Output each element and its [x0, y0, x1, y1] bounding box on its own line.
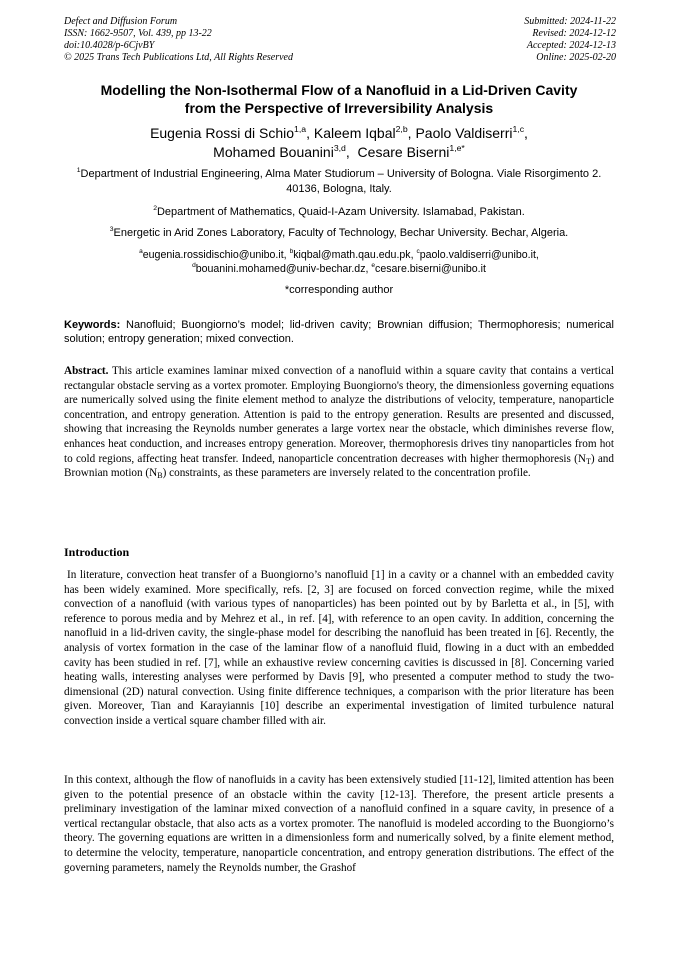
email-link[interactable]: bouanini.mohamed@univ-bechar.dz — [195, 263, 366, 275]
paper-title — [48, 81, 630, 117]
abstract-subscript: T — [585, 456, 591, 466]
abstract-text: ) and Brownian motion (N — [64, 452, 614, 480]
title-line-2: from the Perspective of Irreversibility Analysis — [184, 100, 494, 116]
abstract-subscript: B — [157, 471, 163, 481]
submitted-date: Submitted: 2024-11-22 — [524, 16, 616, 27]
author-name: Cesare Biserni — [357, 144, 450, 160]
email-sup: c — [416, 248, 420, 256]
author-sup: 2,b — [395, 123, 408, 134]
keywords-label: Keywords: — [64, 319, 121, 331]
abstract-label: Abstract. — [64, 365, 109, 377]
affiliation-text: Energetic in Arid Zones Laboratory, Faculty of Technology, Bechar University. Bechar, Algeria. — [113, 227, 569, 239]
paragraph-text: In this context, although the flow of nanofluids in a cavity has been extensively studied [11-12], limited attention has been given to the potential presence of an obstacle within the cavity [12-13]. Therefore, the present article presents a preliminary investigation of the laminar mixed convection of a nanofluid confined in a square cavity, in presence of a vertical rectangular obstacle, that also acts as a vortex promoter. The nanofluid is modeled according to the Buongiorno’s theory. The governing equations are written in a dimensionless form and numerically solved, by a finite element method, to determine the velocity, temperature, nanoparticle concentration, and entropy generation distributions. The effect of the governing parameters, namely the Reynolds number, the Grashof — [64, 774, 614, 874]
email-line-2: $^d$bouanini.mohamed@univ-bechar.dz, $^e$cesare.biserni@unibo.it — [192, 262, 486, 275]
paragraph-text: In literature, convection heat transfer of a Buongiorno’s nanofluid [1] in a cavity or a channel with an embedded cavity has been widely examined. More specifically, refs. [2, 3] are focused on forced convection regime, while the mixed convection of a nanofluid (with various types of nanoparticles) has been pointed out by by Barletta et al., in [5], with reference to porous media and by Mehrez et al., in ref. [4], with reference to an open cavity. In addition, concerning the nanofluid in a lid-driven cavity, the single-phase model for describing the nanofluid has been treated in [6]. Recently, the analysis of vortex formation in the case of the laminar flow of a nanofluid fluid, flowing in a duct with an embedded cavity has been studied in ref. [7], while an exhaustive review concerning cavities is discussed in [8]. Concerning varied heating walls, interesting analyses were performed by Davis [9], who presented a computer method to study the two-dimensional (2D) natural convection. Using finite difference techniques, a comparison with the prior literature has been given. Moreover, Tian and Karayiannis [10] describe an experimental investigation of limited turbulence natural convection inside a vertical square chamber filled with air. — [64, 569, 614, 727]
email-sup: d — [192, 262, 196, 270]
doi-line[interactable]: doi:10.4028/p-6CjvBY — [64, 40, 155, 51]
revised-date: Revised: 2024-12-12 — [532, 28, 616, 39]
author-name: Paolo Valdiserri — [415, 125, 513, 141]
affiliation-1 — [74, 167, 604, 197]
author-sup: 3,d — [333, 142, 346, 153]
author-name: Kaleem Iqbal — [313, 125, 396, 141]
affiliation-sup: 3 — [109, 226, 114, 234]
author-line-2: Mohamed Bouanini$^{3,d}$, Cesare Biserni$^{1,e*}$ — [213, 142, 465, 160]
accepted-date: Accepted: 2024-12-13 — [526, 40, 616, 51]
title-line-1: Modelling the Non-Isothermal Flow of a Nanofluid in a Lid-Driven Cavity — [100, 82, 578, 98]
copyright-line: © 2025 Trans Tech Publications Ltd, All Rights Reserved — [64, 52, 293, 63]
journal-name: Defect and Diffusion Forum — [64, 16, 178, 27]
affiliation-2 — [74, 205, 604, 220]
author-name: Eugenia Rossi di Schio — [150, 125, 295, 141]
author-list — [48, 124, 630, 162]
email-link[interactable]: kiqbal@math.qau.edu.pk — [293, 249, 411, 261]
email-sup: a — [139, 248, 143, 256]
affiliation-sup: 1 — [76, 167, 81, 175]
email-link[interactable]: paolo.valdiserri@unibo.it — [419, 249, 536, 261]
abstract-text: This article examines laminar mixed convection of a nanofluid within a square cavity that contains a vertical rectangular obstacle serving as a vortex promoter. Employing Buongiorno's theory, the dimensionless governing equations are numerically solved using the finite element method to analyze the distributions of velocity, temperature, nanoparticle concentration, and entropy generation. Attention is paid to the entropy generation. Results are presented and discussed, showing that increasing the Reynolds number generates a large vortex near the obstacle, which diminishes reverse flow, enhances heat conduction, and increases entropy generation. Moreover, thermophoresis drives tiny nanoparticles from hot to cold regions, affecting heat transfer. Indeed, nanoparticle concentration decreases with higher thermophoresis (N — [64, 365, 614, 465]
author-name: Mohamed Bouanini — [213, 144, 334, 160]
affiliation-text: Department of Industrial Engineering, Alma Mater Studiorum – University of Bologna. Viale Risorgimento 2. 40136, Bologna, Italy. — [80, 168, 602, 195]
issn-line: ISSN: 1662-9507, Vol. 439, pp 13-22 — [64, 28, 212, 39]
affiliation-sup: 2 — [153, 205, 157, 213]
author-sup: 1,c — [512, 123, 525, 134]
keywords-text: Nanofluid; Buongiorno’s model; lid-driven cavity; Brownian diffusion; Thermophoresis; numerical solution; entropy generation; mixed convection. — [64, 319, 614, 345]
corresponding-author-note: *corresponding author — [284, 284, 394, 296]
affiliation-text: Department of Mathematics, Quaid-I-Azam University. Islamabad, Pakistan. — [156, 206, 525, 218]
online-date: Online: 2025-02-20 — [536, 52, 616, 63]
email-sup: e — [371, 262, 376, 270]
affiliation-3 — [74, 226, 604, 241]
email-sup: b — [289, 248, 294, 256]
abstract-block — [64, 364, 614, 481]
introduction-paragraph-2 — [64, 773, 614, 875]
journal-info — [64, 16, 293, 64]
publication-dates — [524, 16, 616, 64]
author-line-1: Eugenia Rossi di Schio$^{1,a}$, Kaleem Iqbal$^{2,b}$, Paolo Valdiserri$^{1,c}$, — [150, 123, 528, 141]
keywords-block — [64, 318, 614, 346]
author-emails — [74, 248, 604, 276]
author-sup: 1,e* — [449, 142, 465, 153]
email-line-1: $^a$eugenia.rossidischio@unibo.it, $^b$kiqbal@math.qau.edu.pk, $^c$paolo.valdiserri@unibo.it, — [139, 248, 539, 261]
author-sup: 1,a — [294, 123, 307, 134]
introduction-heading: Introduction — [64, 545, 130, 559]
email-link[interactable]: eugenia.rossidischio@unibo.it — [142, 249, 284, 261]
introduction-paragraph-1 — [64, 568, 614, 729]
abstract-text: ) constraints, as these parameters are inversely related to the concentration profile. — [162, 467, 531, 480]
email-link[interactable]: cesare.biserni@unibo.it — [375, 263, 486, 275]
